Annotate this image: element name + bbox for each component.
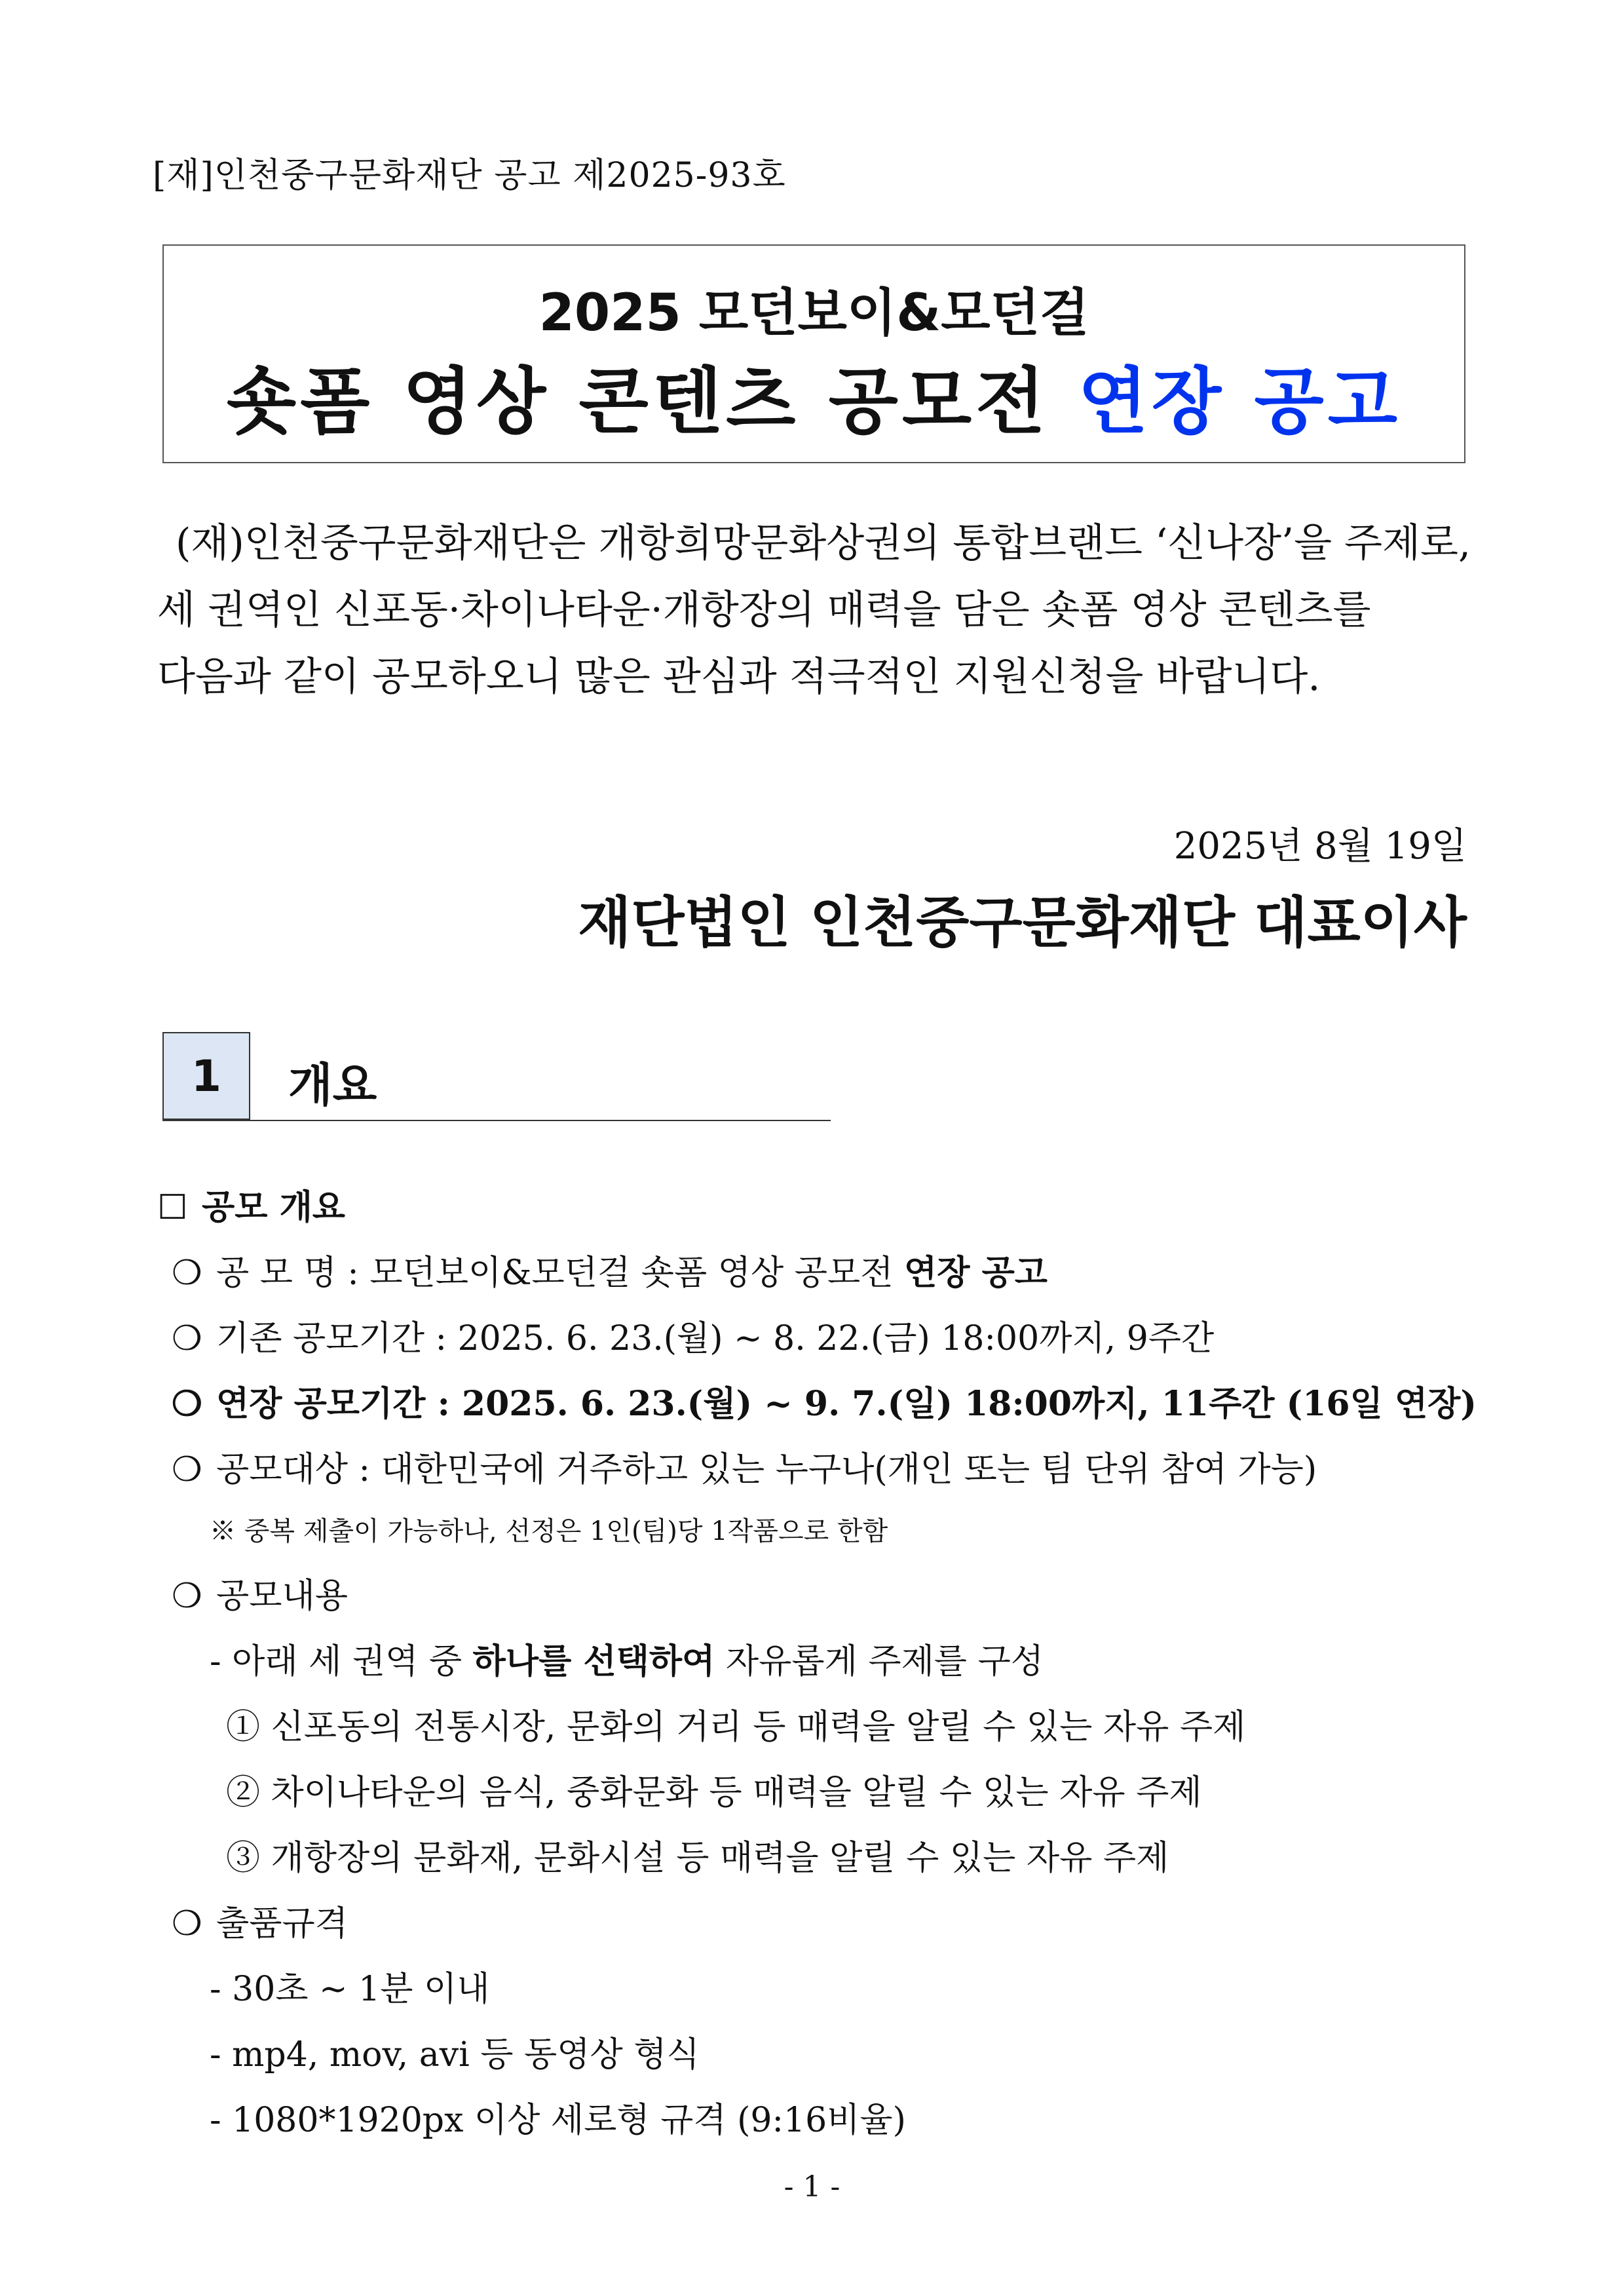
spec-item [210,1961,489,2010]
original-period: 기존 공모기간 : 2025. 6. 23.(월) ~ 8. 22.(금) 18:00까지, 9주간 [216,1319,1215,1358]
circle-bullet-icon: ❍ [172,1450,202,1489]
original-period-row [172,1311,1214,1360]
title-main: 숏폼 영상 콘텐츠 공모전 [226,360,1049,444]
dash: - [210,1642,221,1681]
page-number: - 1 - [784,2170,840,2204]
circle-bullet-icon: ❍ [172,1904,202,1943]
note: ※ 중복 제출이 가능하나, 선정은 1인(팀)당 1작품으로 한함 [210,1516,888,1546]
spec-text: 30초 ~ 1분 이내 [232,1970,490,2009]
theme-item: ① 신포동의 전통시장, 문화의 거리 등 매력을 알릴 수 있는 자유 주제 [226,1708,1246,1747]
contest-name-label: 공 모 명 : [216,1253,359,1293]
circle-bullet-icon: ❍ [172,1319,202,1358]
signer: 재단법인 인천중구문화재단 대표이사 [578,890,1467,955]
target-row [172,1442,1317,1491]
intro-line: 세 권역인 신포동·차이나타운·개항장의 매력을 담은 숏폼 영상 콘텐츠를 [157,587,1371,633]
circle-bullet-icon: ❍ [172,1577,202,1616]
title-line-2 [164,344,1464,448]
intro-line: (재)인천중구문화재단은 개항희망문화상권의 통합브랜드 ‘신나장’을 주제로, [176,520,1471,566]
dash: - [210,2101,221,2140]
checkbox-icon: ☐ [157,1188,188,1227]
section-number: 1 [162,1032,250,1120]
dash: - [210,2035,221,2075]
spec-text: mp4, mov, avi 등 동영상 형식 [232,2035,700,2075]
contest-name-value: 모던보이&모던걸 숏폼 영상 공모전 [369,1253,894,1293]
title-box [162,244,1465,463]
title-accent: 연장 공고 [1078,360,1402,444]
section-divider [162,1120,831,1121]
subheading [157,1179,345,1229]
contest-name-bold: 연장 공고 [904,1253,1048,1293]
content-label-row [172,1568,348,1617]
circle-bullet-icon: ❍ [172,1384,202,1424]
spec-item [210,2092,906,2141]
extended-period-row [172,1376,1477,1425]
content-desc-post: 자유롭게 주제를 구성 [725,1642,1044,1681]
spec-label-row [172,1896,348,1945]
section-title: 개요 [288,1058,377,1112]
theme-item: ② 차이나타운의 음식, 중화문화 등 매력을 알릴 수 있는 자유 주제 [226,1773,1202,1812]
content-label: 공모내용 [216,1577,348,1616]
dash: - [210,1970,221,2009]
extended-period: 연장 공모기간 : 2025. 6. 23.(월) ~ 9. 7.(일) 18:00까지, 11주간 (16일 연장) [216,1384,1477,1424]
contest-name-row [172,1245,1048,1294]
content-desc-bold: 하나를 선택하여 [472,1641,715,1681]
spec-label: 출품규격 [216,1904,348,1943]
title-line-1: 2025 모던보이&모던걸 [538,284,1089,343]
theme-item: ③ 개항장의 문화재, 문화시설 등 매력을 알릴 수 있는 자유 주제 [226,1839,1169,1878]
content-desc-pre: 아래 세 권역 중 [232,1642,463,1681]
intro-line: 다음과 같이 공모하오니 많은 관심과 적극적인 지원신청을 바랍니다. [157,654,1321,700]
spec-text: 1080*1920px 이상 세로형 규격 (9:16비율) [232,2101,906,2140]
subheading-text: 공모 개요 [202,1187,346,1227]
circle-bullet-icon: ❍ [172,1253,202,1293]
intro-paragraph [157,510,1471,710]
target: 공모대상 : 대한민국에 거주하고 있는 누구나(개인 또는 팀 단위 참여 가능) [216,1450,1317,1489]
content-desc-row [210,1634,1044,1683]
notice-number: [재]인천중구문화재단 공고 제2025-93호 [153,156,786,195]
spec-item [210,2027,700,2076]
notice-date: 2025년 8월 19일 [1173,825,1467,868]
